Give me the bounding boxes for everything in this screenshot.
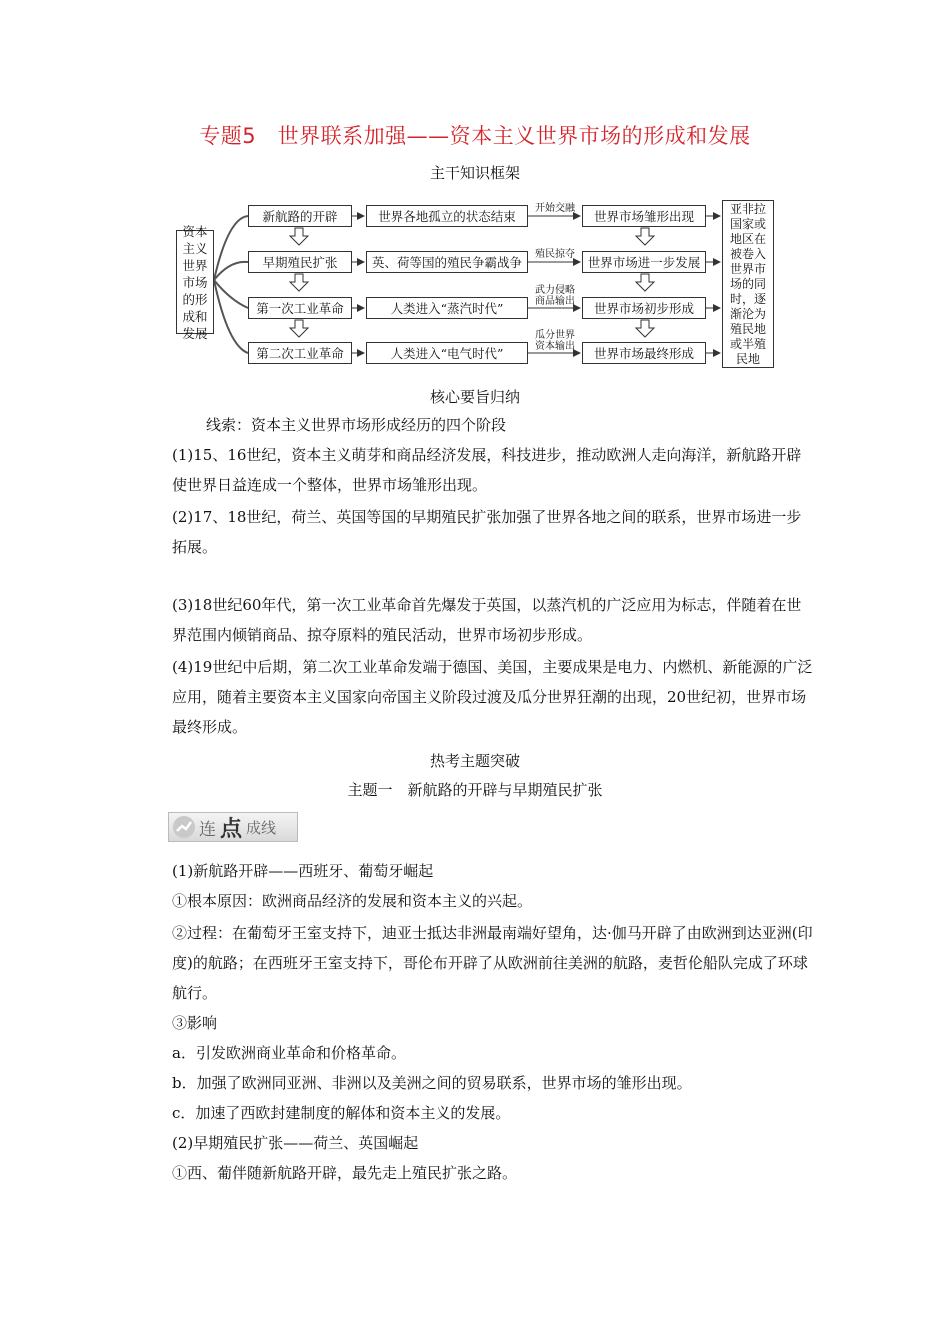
section2-title: (2)早期殖民扩张——荷兰、英国崛起: [172, 1134, 419, 1152]
cause-box: 新航路的开辟: [248, 205, 352, 227]
topic-heading: 主题一 新航路的开辟与早期殖民扩张: [347, 781, 603, 799]
section1-item: ③影响: [172, 1014, 218, 1032]
stage-paragraph: (1)15、16世纪，资本主义萌芽和商品经济发展，科技进步，推动欧洲人走向海洋，新航路开辟使世界日益连成一个整体，世界市场雏形出现。: [172, 446, 802, 494]
stage-box: 世界市场进一步发展: [582, 251, 706, 273]
section1-sub-item: a．引发欧洲商业革命和价格革命。: [172, 1044, 406, 1062]
cause-box: 第二次工业革命: [248, 342, 352, 364]
cause-box: 第一次工业革命: [248, 297, 352, 319]
hot-heading: 热考主题突破: [429, 752, 520, 770]
chart-line-icon: [173, 816, 195, 838]
section2-item: ①西、葡伴随新航路开辟，最先走上殖民扩张之路。: [172, 1164, 518, 1182]
knowledge-framework-diagram: [168, 188, 781, 378]
link-label: 殖民掠夺: [535, 249, 575, 260]
section1-item: ②过程：在葡萄牙王室支持下，迪亚士抵达非洲最南端好望角，达·伽马开辟了由欧洲到达亚洲(印度)的航路；在西班牙王室支持下，哥伦布开辟了从欧洲前往美洲的航路，麦哲伦船队完成了环球航行。: [172, 924, 813, 1002]
stage-box: 世界市场最终形成: [582, 342, 706, 364]
stage-box: 世界市场初步形成: [582, 297, 706, 319]
event-box: 人类进入“蒸汽时代”: [366, 297, 528, 319]
section1-sub-item: b．加强了欧洲同亚洲、非洲以及美洲之间的贸易联系，世界市场的雏形出现。: [172, 1074, 692, 1092]
cause-box: 早期殖民扩张: [248, 251, 352, 273]
stage-box: 世界市场雏形出现: [582, 205, 706, 227]
left-label-box: 资本 主义 世界 市场 的形 成和 发展: [176, 230, 214, 334]
link-label: 开始交融: [535, 203, 575, 214]
framework-heading: 主干知识框架: [429, 164, 520, 182]
stage-paragraph: (4)19世纪中后期，第二次工业革命发端于德国、美国，主要成果是电力、内燃机、新能源的广泛应用，随着主要资本主义国家向帝国主义阶段过渡及瓜分世界狂潮的出现，20世纪初，世界市场最终形成。: [172, 658, 813, 736]
section1-title: (1)新航路开辟——西班牙、葡萄牙崛起: [172, 862, 434, 880]
link-label: 瓜分世界 资本输出: [535, 330, 575, 352]
stage-paragraph: (3)18世纪60年代，第一次工业革命首先爆发于英国，以蒸汽机的广泛应用为标志，伴随着在世界范围内倾销商品、掠夺原料的殖民活动，世界市场初步形成。: [172, 596, 802, 644]
stage-paragraph: (2)17、18世纪，荷兰、英国等国的早期殖民扩张加强了世界各地之间的联系，世界市场进一步拓展。: [172, 508, 802, 556]
section1-sub-item: c．加速了西欧封建制度的解体和资本主义的发展。: [172, 1104, 511, 1122]
event-box: 人类进入“电气时代”: [366, 342, 528, 364]
right-label-box: 亚非拉 国家或 地区在 被卷入 世界市 场的同 时，逐 渐沦为 殖民地 或半殖 民地: [722, 200, 774, 368]
event-box: 世界各地孤立的状态结束: [366, 205, 528, 227]
core-heading: 核心要旨归纳: [429, 388, 520, 406]
page-title: 专题5 世界联系加强——资本主义世界市场的形成和发展: [199, 124, 751, 148]
clue-line: 线索：资本主义世界市场形成经历的四个阶段: [206, 416, 507, 434]
event-box: 英、荷等国的殖民争霸战争: [366, 251, 528, 273]
connect-dots-banner: 连 点 成线: [168, 812, 298, 842]
link-label: 武力侵略 商品输出: [535, 285, 575, 307]
section1-item: ①根本原因：欧洲商品经济的发展和资本主义的兴起。: [172, 892, 533, 910]
